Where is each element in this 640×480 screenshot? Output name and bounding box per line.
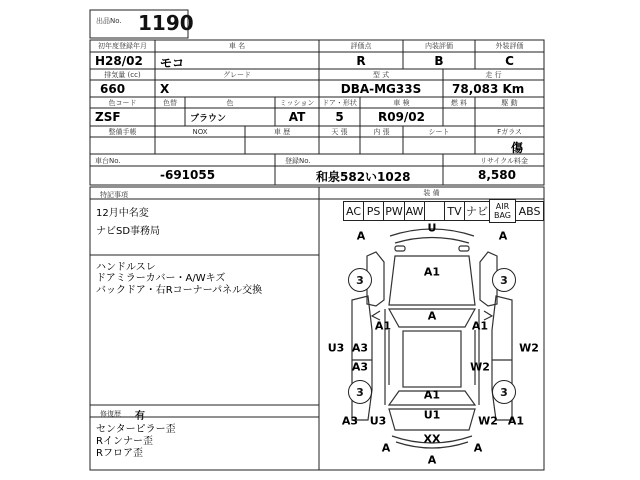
mark-rear-bumper-right: A [473,441,483,455]
sunroof-label: 天 張 [331,127,348,136]
grade-label: グレード [223,70,251,79]
equip-ac: AC [343,201,364,221]
first-registration: H28/02 [95,54,143,68]
equip-tv: TV [444,201,465,221]
maint-label: 整備手帳 [108,127,137,136]
mark-front-left: A [356,229,366,243]
color-code: ZSF [95,110,121,124]
displacement: 660 [100,82,126,96]
mark-wheel-front-left: 3 [348,268,372,292]
mileage: 78,083 Km [452,82,525,96]
nox-label: NOX [192,127,208,136]
mark-hood: A1 [423,265,441,279]
equip-aw: AW [404,201,425,221]
repair-note: センターピラー歪 [96,424,176,435]
mark-rear-bumper: A [427,453,437,467]
repair-value: 有 [135,411,145,422]
mark-rear-hatch: U1 [423,408,441,422]
drive-label: 駆 動 [501,98,518,107]
year-label: 初年度登録年月 [98,42,147,50]
mark-rear-panel: XX [423,432,441,446]
reg-label: 登録No. [285,157,311,165]
repair-label: 修復歴 [100,410,121,418]
note-line: 12月中名変 [96,208,149,219]
mark-left-side: U3 [327,341,345,355]
car-name-label: 車 名 [228,42,246,50]
history-label: 車 歴 [273,127,291,136]
note-line: ナビSD事務局 [96,226,161,237]
equipment-header: 装 備 [423,189,440,197]
mark-right-side: W2 [519,341,539,355]
equip-airbag: AIR BAG [489,199,516,223]
equip-pw: PW [383,201,405,221]
seat-label: シート [428,127,450,136]
repair-note: Rインナー歪 [96,436,153,447]
fuel-label: 燃 料 [450,98,468,107]
score-label: 評価点 [350,42,372,50]
mark-rear-window: A1 [423,388,441,402]
mission: AT [288,110,306,124]
mark-left-door-front: A1 [374,319,392,333]
mark-rear-left-quarter: U3 [369,414,387,428]
chassis-number: -691055 [160,168,216,182]
doors-label: ドア・形状 [322,98,357,107]
overall-score: R [356,53,366,68]
mark-windshield: A [427,309,437,323]
lot-number: 1190 [138,11,194,35]
chassis-label: 車台No. [95,157,121,165]
note-line: ドアミラーカバー・A/Wキズ [96,273,226,284]
lot-label: 出品No. [96,17,122,25]
exterior-label: 外装評価 [495,42,524,50]
mark-wheel-rear-left: 3 [348,380,372,404]
mark-rear-right-corner: A1 [507,414,525,428]
recycle-fee: 8,580 [478,168,516,182]
mark-rear-right-quarter: W2 [478,414,498,428]
equip-abs: ABS [515,201,544,221]
model-type: DBA-MG33S [340,81,422,96]
mark-right-door-rear: W2 [470,360,490,374]
notes-header: 特記事項 [100,191,128,199]
cc-label: 排気量 (cc) [104,70,141,79]
grade: X [160,82,170,96]
car-name: モコ [160,56,185,70]
type-label: 型 式 [372,70,390,79]
mark-left-pillar: A3 [351,341,369,355]
color-code-label: 色コード [108,98,137,107]
equip-ps: PS [363,201,384,221]
registration-number: 和泉582い1028 [316,170,411,184]
equip-navi: ナビ [464,201,490,221]
color: ブラウン [190,114,227,124]
exterior-score: C [505,53,514,68]
mark-right-door-front: A1 [471,319,489,333]
glass-status: 傷 [511,141,524,155]
mission-label: ミッション [279,98,315,107]
color-change-label: 色替 [163,98,177,107]
interior-label: 内装評価 [425,42,453,50]
mark-rear-bumper-left: A [381,441,391,455]
doors: 5 [335,110,344,124]
mark-wheel-rear-right: 3 [492,380,516,404]
note-line: バックドア・右Rコーナーパネル交換 [96,285,263,296]
mark-rear-left-corner: A3 [341,414,359,428]
inspection-label: 車 検 [393,98,410,107]
mark-wheel-front-right: 3 [492,268,516,292]
mark-front-right: A [498,229,508,243]
mileage-label: 走 行 [485,70,502,79]
glass-label: Fガラス [497,127,522,136]
recycle-label: リサイクル料金 [480,157,529,165]
inspection: R09/02 [377,110,426,124]
note-line: ハンドルスレ [96,262,156,273]
mark-front-u: U [427,221,437,235]
color-label: 色 [226,98,234,107]
mark-left-door-rear: A3 [351,360,369,374]
repair-note: Rフロア歪 [96,448,143,459]
interior-score: B [434,53,444,68]
interior-trim-label: 内 張 [373,127,390,136]
